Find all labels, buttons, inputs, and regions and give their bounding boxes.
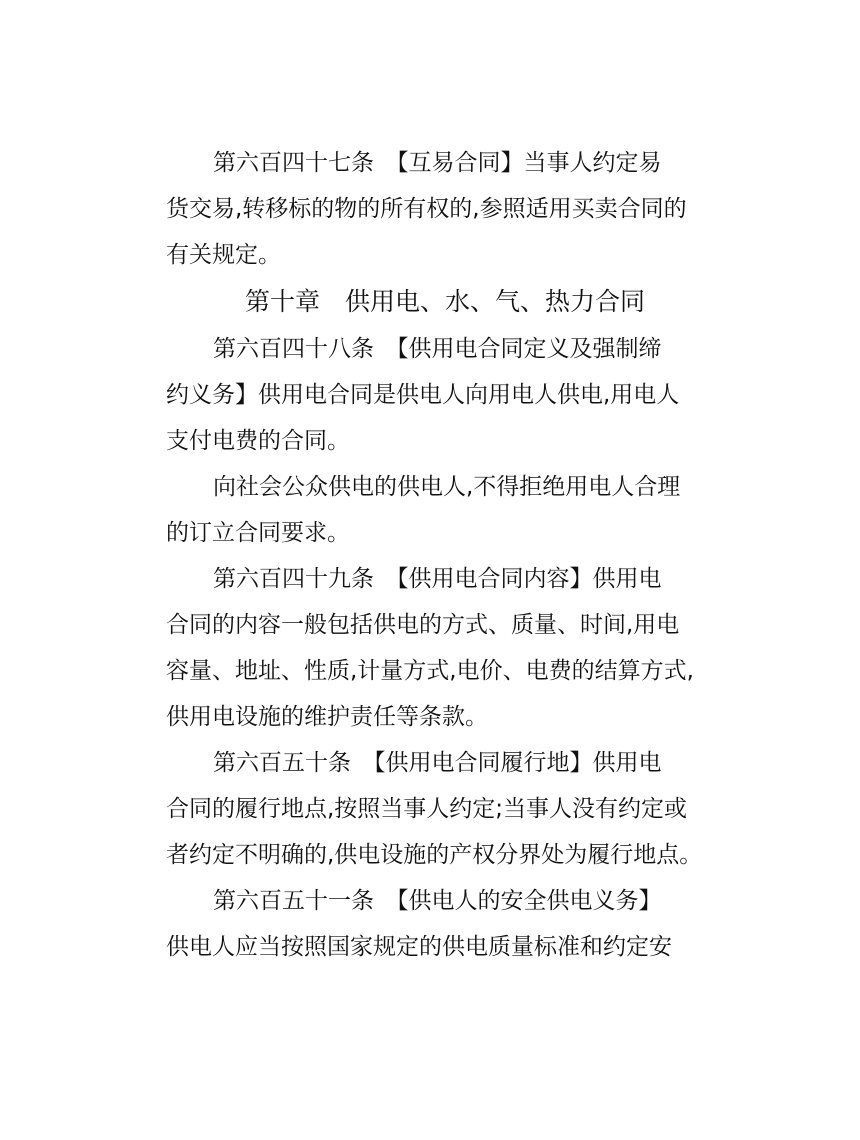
article-647-line-2: 货交易,转移标的物的所有权的,参照适用买卖合同的 <box>166 196 687 222</box>
article-651-line-1: 第六百五十一条 【供电人的安全供电义务】 <box>213 888 662 914</box>
article-649-line-1: 第六百四十九条 【供用电合同内容】供用电 <box>213 566 662 592</box>
chapter-heading: 第十章 供用电、水、气、热力合同 <box>244 287 645 316</box>
article-647-line-3: 有关规定。 <box>166 242 281 268</box>
document-page <box>166 140 706 970</box>
article-648-line-1: 第六百四十八条 【供用电合同定义及强制缔 <box>213 336 662 362</box>
article-649-line-3: 容量、地址、性质,计量方式,电价、电费的结算方式, <box>166 658 694 684</box>
article-650-line-2: 合同的履行地点,按照当事人约定;当事人没有约定或 <box>166 796 688 822</box>
article-648-para2-line-2: 的订立合同要求。 <box>166 520 350 546</box>
article-648-para2-line-1: 向社会公众供电的供电人,不得拒绝用电人合理 <box>213 474 681 500</box>
article-647-line-1: 第六百四十七条 【互易合同】当事人约定易 <box>213 150 662 176</box>
article-650-line-1: 第六百五十条 【供用电合同履行地】供用电 <box>213 750 662 776</box>
article-648-line-2: 约义务】供用电合同是供电人向用电人供电,用电人 <box>166 382 680 408</box>
article-650-line-3: 者约定不明确的,供电设施的产权分界处为履行地点。 <box>166 842 703 868</box>
article-649-line-2: 合同的内容一般包括供电的方式、质量、时间,用电 <box>166 612 680 638</box>
article-648-line-3: 支付电费的合同。 <box>166 428 350 454</box>
article-651-line-2: 供电人应当按照国家规定的供电质量标准和约定安 <box>166 934 672 960</box>
article-649-line-4: 供用电设施的维护责任等条款。 <box>166 704 488 730</box>
